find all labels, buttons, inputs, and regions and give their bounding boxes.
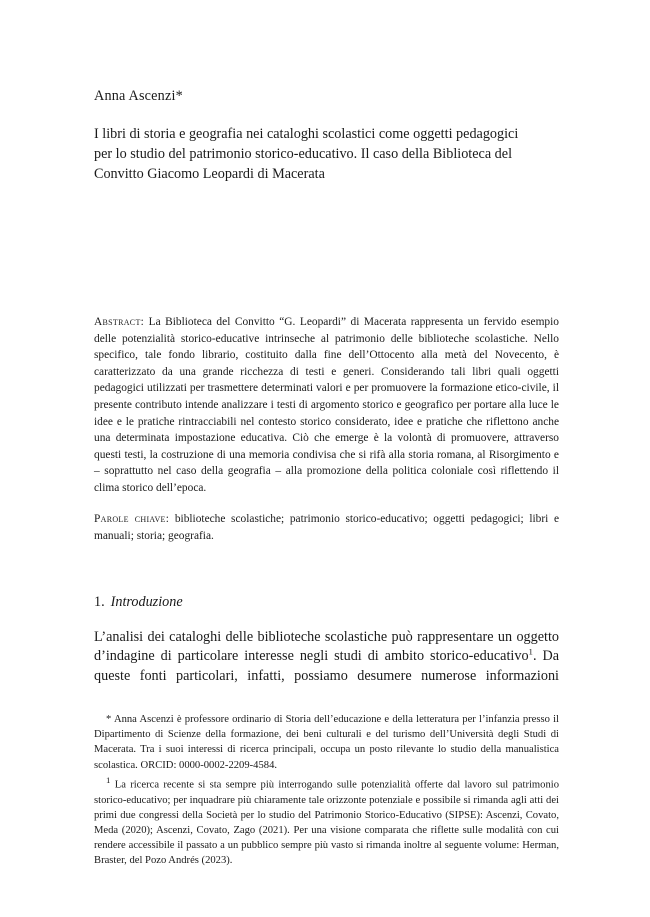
- abstract-label: Abstract:: [94, 316, 145, 328]
- keywords-text: biblioteche scolastiche; patrimonio storico-educativo; oggetti pedagogici; libri e manuali; storia; geografia.: [94, 513, 559, 542]
- title-line: per lo studio del patrimonio storico-educativo. Il caso della Biblioteca del: [94, 146, 513, 162]
- footnote: [94, 712, 559, 773]
- abstract: [94, 314, 559, 497]
- abstract-text: La Biblioteca del Convitto “G. Leopardi” di Macerata rappresenta un fervido esempio delle potenzialità storico-educative intrinseche al patrimonio delle biblioteche scolastiche. Nello specifico, tale fondo librario, costituito dalla fine dell’Ottocento alla metà del Novecento, è caratterizzato da una grande ricchezza di testi e generi. Considerando tali libri quali oggetti pedagogici utilizzati per trasmettere determinati valori e per promuovere la formazione etico-civile, il presente contributo intende analizzare i testi di argomento storico e geografico per portare alla luce le idee e le pratiche rintracciabili nel contesto storico considerato, idee e pratiche che riflettono anche una determinata impostazione educativa. Ciò che emerge è la volontà di promuovere, attraverso questi testi, la costruzione di una memoria condivisa che si rifà alla storia romana, al Risorgimento e – soprattutto nel caso della geografia – alla promozione della politica coloniale così riflettendo il clima storico dell’epoca.: [94, 316, 559, 494]
- footnote-text: Anna Ascenzi è professore ordinario di Storia dell’educazione e della letteratura per l’infanzia presso il Dipartimento di Scienze della formazione, dei beni culturali e del turismo dell’Università degli Studi di Macerata. Tra i suoi interessi di ricerca principali, occupa un posto rilevante lo studio della manualistica scolastica. ORCID: 0000-0002-2209-4584.: [94, 714, 559, 771]
- section-heading: [94, 594, 559, 611]
- footnotes: [94, 712, 559, 869]
- footnote-text: La ricerca recente si sta sempre più interrogando sulle potenzialità offerte dal lavoro sul patrimonio storico-educativo; per inquadrare più chiaramente tale orizzonte potenziale e possibile si rimanda agli atti dei primi due congressi della Società per lo studio del Patrimonio Storico-Educativo (SIPSE): Ascenzi, Covato, Meda (2020); Ascenzi, Covato, Zago (2021). Per una visione comparata che riflette sulle modalità con cui rendere accessibile il passato a un pubblico sempre più vasto si rimanda inoltre al seguente volume: Herman, Braster, del Pozo Andrés (2023).: [94, 779, 559, 867]
- footnote-ref: 1: [528, 646, 533, 657]
- footnote: [94, 773, 559, 869]
- title-line: Convitto Giacomo Leopardi di Macerata: [94, 166, 325, 182]
- footnote-mark: *: [106, 714, 112, 725]
- keywords-label: Parole chiave:: [94, 513, 170, 525]
- intro-paragraph: [94, 628, 559, 686]
- title-line: I libri di storia e geografia nei cataloghi scolastici come oggetti pedagogici: [94, 126, 519, 142]
- keywords: [94, 511, 559, 544]
- article-title: [94, 124, 559, 184]
- section-number: 1.: [94, 594, 105, 610]
- author-name: Anna Ascenzi*: [94, 88, 183, 104]
- section-title: Introduzione: [110, 594, 183, 610]
- intro-text: L’analisi dei cataloghi delle biblioteche scolastiche può rappresentare un oggetto d’indagine di particolare interesse negli studi di ambito storico-educativo: [94, 629, 559, 665]
- intro-text-after: . Da queste fonti particolari, infatti, possiamo desumere numerose informazioni: [94, 648, 559, 684]
- footnote-mark: 1: [106, 774, 111, 785]
